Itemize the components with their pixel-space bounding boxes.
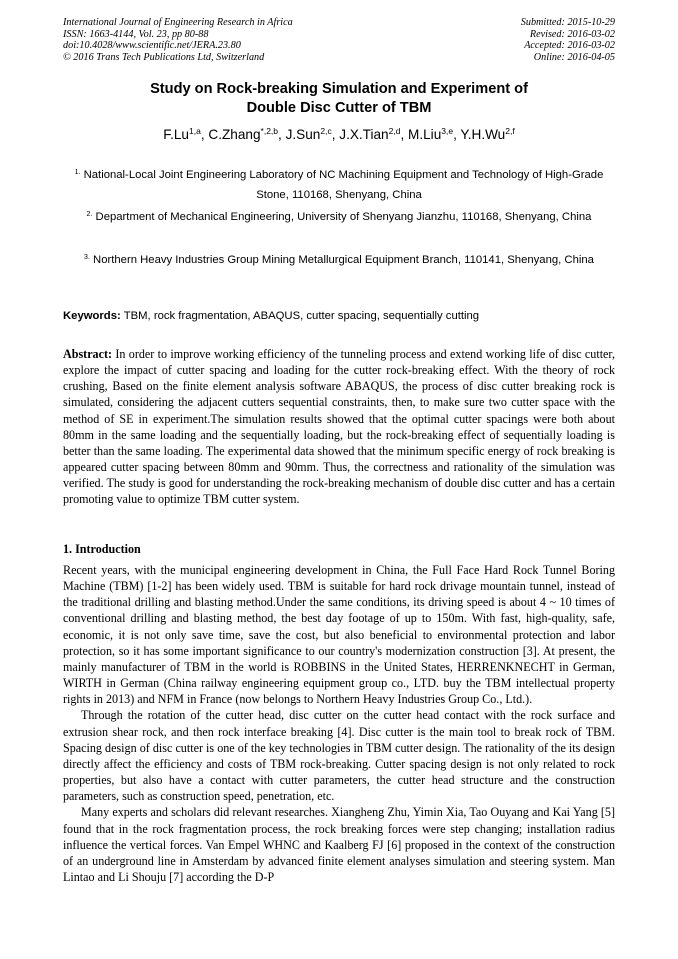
- abstract: [63, 346, 615, 508]
- date-accepted: Accepted: 2016-03-02: [524, 40, 615, 52]
- affiliation-3: [72, 251, 606, 271]
- author-name: Y.H.Wu: [460, 127, 506, 142]
- paragraph: Through the rotation of the cutter head, disc cutter on the cutter head contact with the rock surface and extrusion shear rock, and then rock interface breaking [4]. Disc cutter is the main tool to break rock of TBM. Spacing design of disc cutter is one of the key technologies in TBM cutter design. The rationality of the its design directly affect the efficiency and costs of TBM rock-breaking. Cutter spacing design is not only related to rock properties, but also have a contact with cutter parameters, the cutter head structure and the construction parameters, such as construction speed, penetration, etc.: [63, 708, 615, 804]
- keywords-label: Keywords:: [63, 310, 121, 322]
- journal-copyright: © 2016 Trans Tech Publications Ltd, Switzerland: [63, 51, 265, 63]
- date-revised: Revised: 2016-03-02: [529, 28, 615, 40]
- date-online: Online: 2016-04-05: [533, 51, 615, 63]
- author-name: J.Sun: [285, 127, 321, 142]
- affiliation-text: Northern Heavy Industries Group Mining Metallurgical Equipment Branch, 110141, Shenyang, China: [93, 254, 594, 266]
- paper-title: [60, 80, 618, 118]
- affiliation-number: 1.: [74, 169, 81, 176]
- paragraph: Many experts and scholars did relevant researches. Xiangheng Zhu, Yimin Xia, Tao Ouyang and Kai Yang [5] found that in the rock fragmentation process, the rock breaking forces were step changing; installation radius influence the vertical forces. Van Empel WHNC and Kaalberg FJ [6] proposed in the context of the construction of an underground line in Amsterdam by advanced finite element analyses simulation and steering system. Man Lintao and Li Shouju [7] according the D-P: [63, 805, 615, 884]
- affiliation-text: Department of Mechanical Engineering, University of Shenyang Jianzhu, 110168, Shenyang, China: [95, 211, 592, 223]
- author-affiliation-mark: 3,e: [441, 126, 454, 136]
- author-affiliation-mark: 2,c: [320, 126, 332, 136]
- introduction-body: [63, 562, 615, 885]
- affiliation-number: 3.: [84, 254, 90, 261]
- author-affiliation-mark: 2,d: [388, 126, 401, 136]
- author-separator: ,: [453, 127, 461, 142]
- keywords: [63, 309, 615, 324]
- journal-issn: ISSN: 1663-4144, Vol. 23, pp 80-88: [63, 28, 209, 40]
- affiliation-1: [72, 166, 606, 205]
- author-separator: ,: [400, 127, 409, 142]
- section-heading-introduction: 1. Introduction: [63, 542, 141, 556]
- author-separator: ,: [331, 127, 340, 142]
- author-affiliation-mark: *,2,b: [260, 126, 279, 136]
- journal-name: International Journal of Engineering Research in Africa: [63, 17, 293, 28]
- affiliation-number: 2.: [86, 211, 93, 218]
- author-affiliation-mark: 2,f: [505, 126, 515, 136]
- author-name: F.Lu: [163, 127, 189, 142]
- paper-title-line-1: Study on Rock-breaking Simulation and Experiment of: [150, 81, 528, 97]
- journal-header-right: [521, 17, 615, 63]
- paper-title-line-2: Double Disc Cutter of TBM: [246, 100, 432, 116]
- author-separator: ,: [278, 127, 286, 142]
- author-list: [60, 126, 618, 144]
- paragraph: Recent years, with the municipal engineering development in China, the Full Face Hard Rock Tunnel Boring Machine (TBM) [1-2] has been widely used. TBM is suitable for hard rock drivage mountain tunnel, instead of the traditional drilling and blasting method.Under the same conditions, its driving speed is about 4 ~ 10 times of conventional drilling and blasting method, the best day footage of up to 150m. With fast, high-quality, safe, economic, it is not only save time, save the cost, but also beneficial to environmental protection and labor protection, so it has some important significance to our country's modernization construction [3]. At present, the mainly manufacturer of TBM in the world is ROBBINS in the United States, HERRENKNECHT in German, WIRTH in German (China railway engineering equipment group co., LTD. buy the TBM intellectual property rights in 2013) and NFM in France (now belongs to Northern Heavy Industries Group Co., Ltd.).: [63, 563, 615, 707]
- author-affiliation-mark: 1,a: [189, 126, 201, 136]
- journal-header-left: [63, 17, 293, 63]
- abstract-label: Abstract:: [63, 347, 113, 361]
- affiliation-text: National-Local Joint Engineering Laboratory of NC Machining Equipment and Technology of High-Grade Stone, 110168, Shenyang, China: [83, 169, 604, 201]
- author-name: C.Zhang: [208, 127, 261, 142]
- date-submitted: Submitted: 2015-10-29: [520, 17, 615, 28]
- author-name: M.Liu: [408, 127, 442, 142]
- author-separator: ,: [200, 127, 209, 142]
- abstract-text: In order to improve working efficiency of the tunneling process and extend working life of disc cutter, explore the impact of cutter spacing and loading for the cutter rock-breaking effect. With the theory of rock crushing, Based on the finite element analysis software ABAQUS, the process of disc cutter breaking rock is simulated, considering the adjacent cutters sequential constraints, then, to make sure two cutter space with the method of SE in experiment.The simulation results showed that the optimal cutter spacings were both about 80mm in the same loading and the sequentially loading, but the rock-breaking effect of sequentially loading is better than the same loading. The experimental data showed that the minimum specific energy of rock breaking is appeared cutter spacing between 80mm and 90mm. Thus, the correctness and rationality of the simulation was verified. The study is good for understanding the rock-breaking mechanism of double disc cutter and has a certain promoting value to optimize TBM cutter system.: [63, 347, 615, 507]
- affiliation-2: [72, 208, 606, 228]
- author-name: J.X.Tian: [339, 127, 389, 142]
- keywords-text: TBM, rock fragmentation, ABAQUS, cutter spacing, sequentially cutting: [120, 310, 480, 322]
- journal-doi: doi:10.4028/www.scientific.net/JERA.23.80: [63, 40, 241, 52]
